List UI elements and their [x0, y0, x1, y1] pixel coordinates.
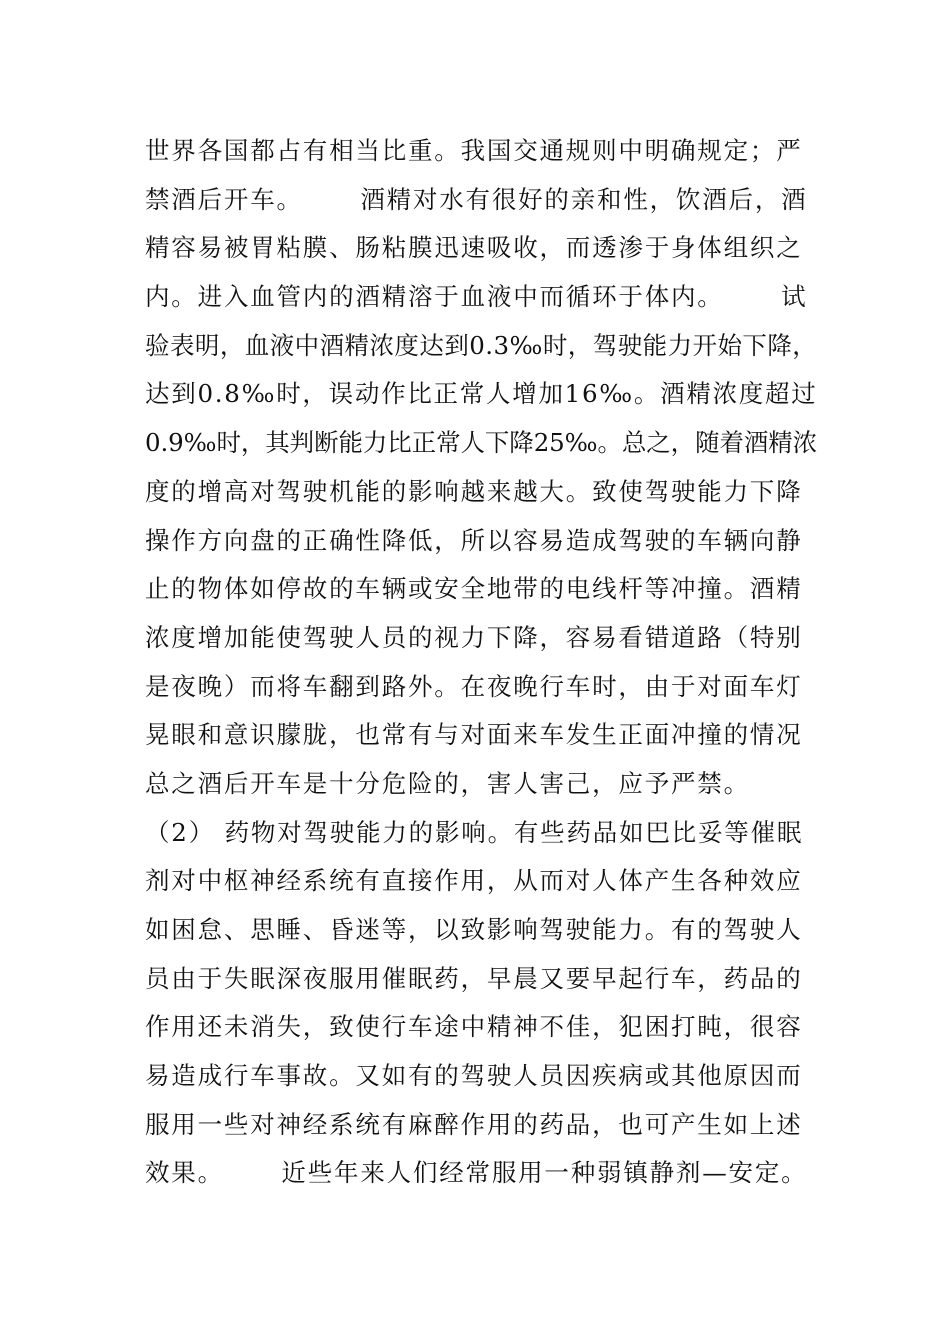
text-line: 剂对中枢神经系统有直接作用，从而对人体产生各种效应	[145, 866, 803, 896]
text-line: 禁酒后开车。 酒精对水有很好的亲和性，饮酒后，酒	[145, 184, 808, 214]
text-line: 达到0.8‰时，误动作比正常人增加16‰。酒精浓度超过	[145, 379, 818, 409]
text-line: 如困怠、思睡、昏迷等，以致影响驾驶能力。有的驾驶人	[145, 915, 803, 944]
text-line: 效果。 近些年来人们经常服用一种弱镇静剂—安定。	[145, 1158, 808, 1188]
text-line: 世界各国都占有相当比重。我国交通规则中明确规定；严	[145, 136, 803, 165]
text-line: 是夜晚）而将车翻到路外。在夜晚行车时，由于对面车灯	[145, 671, 803, 701]
text-line: 0.9‰时，其判断能力比正常人下降25‰。总之，随着酒精浓	[145, 428, 818, 458]
text-line: 度的增高对驾驶机能的影响越来越大。致使驾驶能力下降	[145, 476, 803, 506]
text-line: 止的物体如停故的车辆或安全地带的电线杆等冲撞。酒精	[145, 574, 803, 604]
text-line: 作用还未消失，致使行车途中精神不佳，犯困打盹，很容	[145, 1012, 803, 1042]
text-line: 内。进入血管内的酒精溶于血液中而循环于体内。 试	[145, 282, 808, 312]
text-line: 易造成行车事故。又如有的驾驶人员因疾病或其他原因而	[145, 1061, 803, 1091]
body-text	[145, 127, 818, 1198]
text-line: 操作方向盘的正确性降低，所以容易造成驾驶的车辆向静	[145, 525, 803, 555]
text-line: 员由于失眠深夜服用催眠药，早晨又要早起行车，药品的	[145, 963, 803, 993]
text-line: 服用一些对神经系统有麻醉作用的药品，也可产生如上述	[145, 1109, 803, 1139]
text-line: 总之酒后开车是十分危险的，害人害己，应予严禁。	[145, 768, 750, 798]
text-line: （2） 药物对驾驶能力的影响。有些药品如巴比妥等催眠	[145, 817, 804, 847]
text-line: 精容易被胃粘膜、肠粘膜迅速吸收，而透渗于身体组织之	[145, 233, 803, 263]
text-line: 晃眼和意识朦胧，也常有与对面来车发生正面冲撞的情况	[145, 720, 803, 750]
text-line: 验表明，血液中酒精浓度达到0.3‰时，驾驶能力开始下降，	[145, 330, 818, 360]
text-line: 浓度增加能使驾驶人员的视力下降，容易看错道路（特别	[145, 622, 803, 652]
